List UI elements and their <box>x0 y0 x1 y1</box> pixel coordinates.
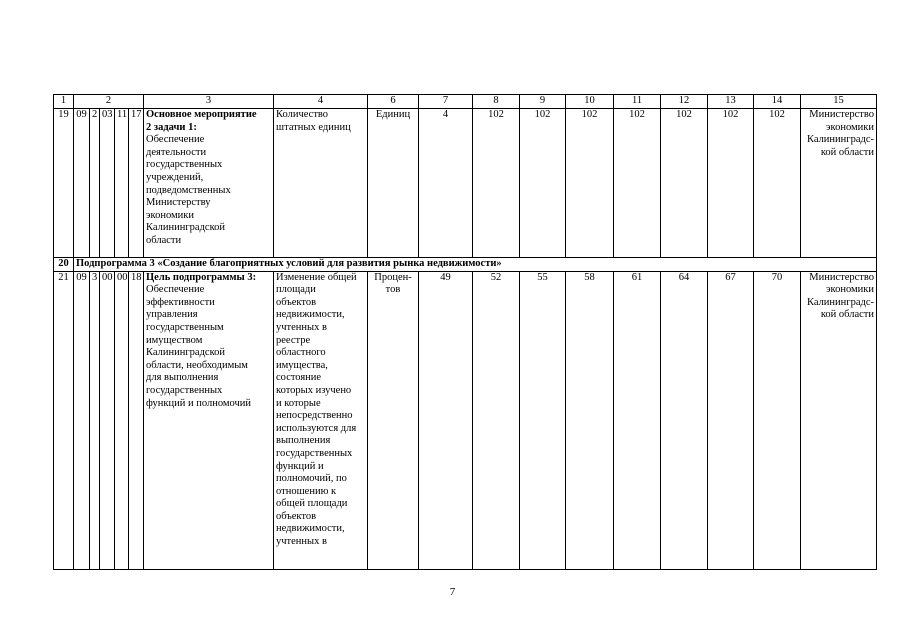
description-line: экономики <box>146 209 194 221</box>
code-cell: 3 <box>90 271 100 569</box>
value-cell: 58 <box>566 271 614 569</box>
indicator-cell-line: отношению к <box>276 485 337 497</box>
header-cell: 1 <box>54 95 74 109</box>
description-line: эффективности <box>146 296 215 308</box>
value-cell: 64 <box>661 271 708 569</box>
indicator-cell <box>274 271 368 569</box>
header-cell: 9 <box>520 95 566 109</box>
indicator-cell <box>274 109 368 258</box>
description-line: Министерству <box>146 197 211 209</box>
code-cell: 09 <box>74 271 90 569</box>
responsible-cell-line: Калининградс- <box>806 296 875 308</box>
indicator-cell-line: которых изучено <box>276 384 352 396</box>
unit-cell <box>368 271 419 569</box>
unit-cell-line: тов <box>385 284 401 296</box>
indicators-table <box>53 94 877 570</box>
responsible-cell-line: экономики <box>826 284 875 296</box>
indicator-cell-line: государственных <box>276 447 353 459</box>
indicator-cell-line: используются для <box>276 422 357 434</box>
page-number: 7 <box>449 586 456 598</box>
responsible-cell <box>801 109 877 258</box>
value-cell: 70 <box>754 271 801 569</box>
description-line: Обеспечение <box>146 284 205 296</box>
code-cell: 00 <box>100 271 115 569</box>
description-line: государственных <box>146 159 223 171</box>
header-cell: 12 <box>661 95 708 109</box>
indicator-cell-line: и которые <box>276 397 321 409</box>
indicator-cell-line: недвижимости, <box>276 523 345 535</box>
description-line: Обеспечение <box>146 134 205 146</box>
indicator-cell-line: функций и <box>276 460 324 472</box>
description-line: подведомственных <box>146 184 231 196</box>
subprogram-title: Подпрограмма 3 «Создание благоприятных условий для развития рынка недвижимости» <box>74 258 877 272</box>
code-cell: 00 <box>115 271 129 569</box>
row-number: 21 <box>54 271 74 569</box>
description-cell <box>144 271 274 569</box>
responsible-cell-line: экономики <box>826 121 875 133</box>
unit-cell-line: Единиц <box>375 109 411 120</box>
header-cell: 11 <box>614 95 661 109</box>
description-line: государственных <box>146 384 223 396</box>
description-line: имуществом <box>146 334 203 346</box>
code-cell: 11 <box>115 109 129 258</box>
header-cell: 6 <box>368 95 419 109</box>
indicator-cell-line: состояние <box>276 372 322 384</box>
code-cell: 09 <box>74 109 90 258</box>
value-cell: 67 <box>708 271 754 569</box>
indicator-cell-line: учтенных в <box>276 536 327 548</box>
indicator-cell-line: непосредственно <box>276 410 353 422</box>
header-cell: 7 <box>419 95 473 109</box>
indicator-cell-line: объектов <box>276 510 317 522</box>
indicator-cell-line: выполнения <box>276 435 331 447</box>
responsible-cell <box>801 271 877 569</box>
value-cell: 61 <box>614 271 661 569</box>
description-line: Калининградской <box>146 222 226 234</box>
value-cell: 55 <box>520 271 566 569</box>
indicator-cell-line: недвижимости, <box>276 309 345 321</box>
description-title-line: 2 задачи 1: <box>146 121 197 133</box>
code-cell: 17 <box>129 109 144 258</box>
header-row <box>54 95 877 109</box>
indicator-cell-line: площади <box>276 284 316 296</box>
value-cell: 4 <box>419 109 473 258</box>
row-number: 20 <box>54 258 74 272</box>
description-line: области, необходимым <box>146 359 248 371</box>
header-cell: 8 <box>473 95 520 109</box>
description-line: области <box>146 234 182 246</box>
responsible-cell-line: Министерство <box>809 271 875 283</box>
row-number: 19 <box>54 109 74 258</box>
header-cell: 13 <box>708 95 754 109</box>
value-cell: 52 <box>473 271 520 569</box>
unit-cell <box>368 109 419 258</box>
description-line: деятельности <box>146 146 207 158</box>
indicator-cell-line: имущества, <box>276 359 328 371</box>
description-title-line: Цель подпрограммы 3: <box>146 271 257 283</box>
value-cell: 102 <box>473 109 520 258</box>
value-cell: 102 <box>754 109 801 258</box>
indicator-cell-line: Изменение общей <box>276 271 357 283</box>
table-row <box>54 271 877 569</box>
responsible-cell-line: кой области <box>820 309 875 321</box>
description-line: управления <box>146 309 198 321</box>
indicator-cell-line: реестре <box>276 334 311 346</box>
value-cell: 102 <box>566 109 614 258</box>
header-cell: 4 <box>274 95 368 109</box>
indicator-cell-line: Количество <box>276 109 329 120</box>
code-cell: 18 <box>129 271 144 569</box>
description-line: функций и полномочий <box>146 397 252 409</box>
unit-cell-line: Процен- <box>374 271 412 283</box>
code-cell: 03 <box>100 109 115 258</box>
indicator-cell-line: общей площади <box>276 498 348 510</box>
responsible-cell-line: Министерство <box>809 109 875 120</box>
description-title-line: Основное мероприятие <box>146 109 257 120</box>
indicator-cell-line: штатных единиц <box>276 121 351 133</box>
description-line: для выполнения <box>146 372 219 384</box>
value-cell: 102 <box>520 109 566 258</box>
indicator-cell-line: областного <box>276 347 326 359</box>
header-cell: 10 <box>566 95 614 109</box>
code-cell: 2 <box>90 109 100 258</box>
header-cell: 15 <box>801 95 877 109</box>
indicator-cell-line: учтенных в <box>276 321 327 333</box>
value-cell: 102 <box>661 109 708 258</box>
value-cell: 49 <box>419 271 473 569</box>
description-line: Калининградской <box>146 347 226 359</box>
indicator-cell-line: полномочий, по <box>276 473 347 485</box>
responsible-cell-line: кой области <box>820 146 875 158</box>
header-cell: 2 <box>74 95 144 109</box>
header-cell: 3 <box>144 95 274 109</box>
value-cell: 102 <box>708 109 754 258</box>
description-line: государственным <box>146 321 224 333</box>
value-cell: 102 <box>614 109 661 258</box>
responsible-cell-line: Калининградс- <box>806 134 875 146</box>
description-line: учреждений, <box>146 171 204 183</box>
table-row <box>54 109 877 258</box>
subprogram-row <box>54 258 877 272</box>
description-cell <box>144 109 274 258</box>
indicator-cell-line: объектов <box>276 296 317 308</box>
header-cell: 14 <box>754 95 801 109</box>
